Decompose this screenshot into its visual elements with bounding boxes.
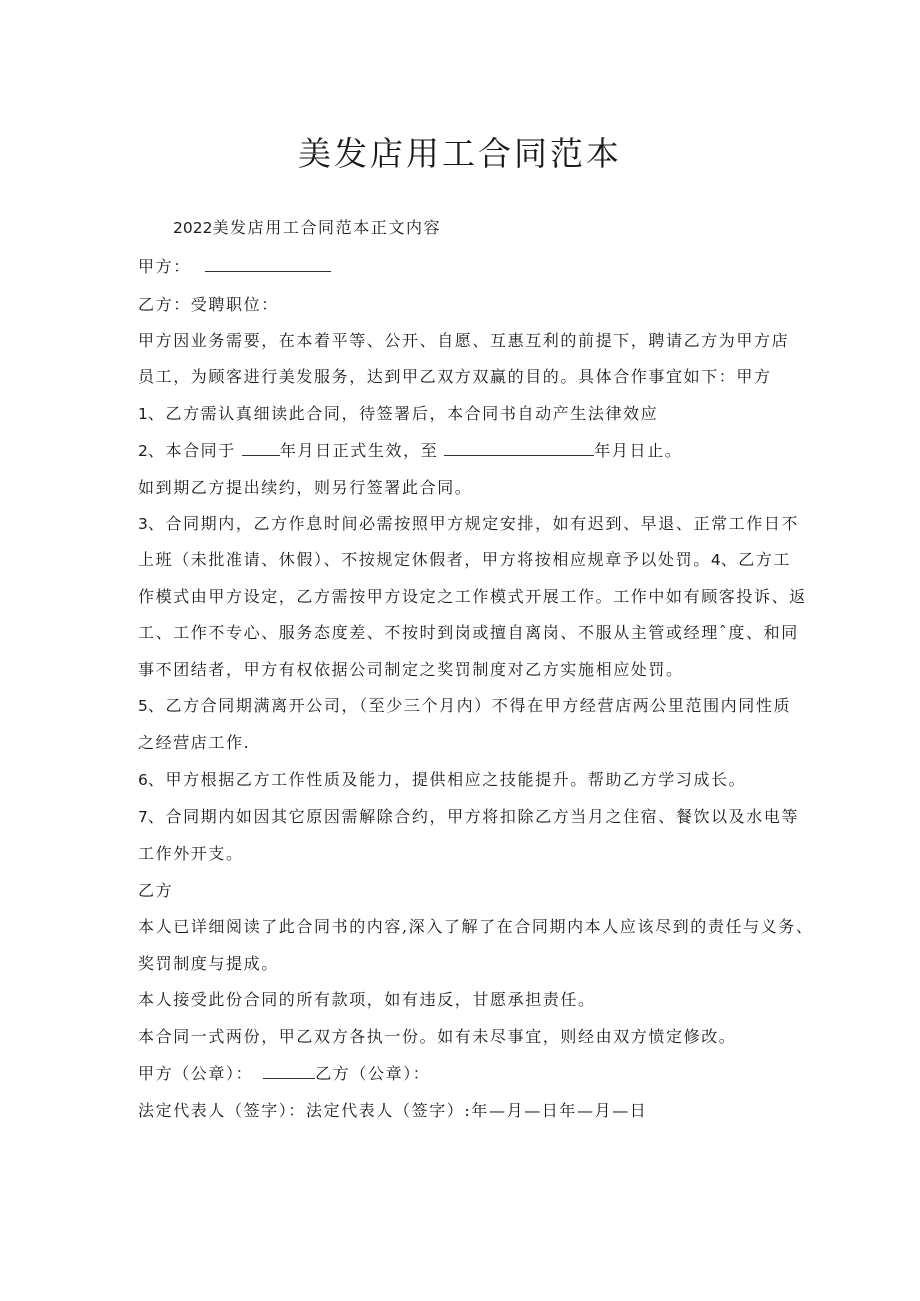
clause-7-line-1: [138, 806, 799, 828]
party-a-line: [138, 256, 331, 278]
clause-3-line-2: [138, 549, 791, 571]
clause-3-text-cont: 上班（未批准请、休假）、不按规定休假者，甲方将按相应规章予以处罚。: [138, 550, 711, 569]
clause-3-text: 、合同期内，乙方作息时间必需按照甲方规定安排，如有迟到、早退、正常工作日不: [147, 514, 800, 533]
subtitle-year: 2022: [173, 219, 213, 237]
statement-line-2: 奖罚制度与提成。: [138, 954, 279, 973]
party-b-heading: 乙方: [138, 881, 174, 900]
clause-7-number: 7: [138, 808, 148, 826]
clause-7-text: 、合同期内如因其它原因需解除合约，甲方将扣除乙方当月之住宿、餐饮以及水电等: [147, 807, 800, 826]
clause-1-text: 、乙方需认真细读此合同，待签署后，本合同书自动产生法律效应: [147, 404, 659, 423]
renewal-line: 如到期乙方提出续约，则另行签署此合同。: [138, 478, 473, 497]
clause-6-number: 6: [138, 771, 148, 789]
clause-2-text-b: 年月日正式生效，至: [279, 441, 439, 460]
seal-a-label: 甲方（公章）：: [138, 1064, 254, 1083]
document-title: 美发店用工合同范本: [298, 134, 622, 173]
clause-2-blank-end: [444, 440, 594, 456]
clause-4-number: 4: [710, 551, 721, 569]
acceptance-line: 本人接受此份合同的所有款项，如有违反，甘愿承担责任。: [138, 990, 596, 1009]
intro-line-2: 员工，为顾客进行美发服务，达到甲乙双方双赢的目的。具体合作事宜如下：甲方: [138, 367, 772, 386]
party-a-blank: [205, 256, 331, 272]
clause-1: [138, 403, 658, 425]
seal-blank: [263, 1063, 315, 1079]
clause-2: [138, 440, 682, 462]
signature-line: 法定代表人（签字）：法定代表人（签字）:年—月—日年—月—日: [138, 1101, 648, 1120]
clause-5-number: 5: [138, 697, 148, 715]
clause-2-text-a: 、本合同于: [147, 441, 236, 460]
seal-line: [138, 1063, 430, 1085]
clause-5-text: 、乙方合同期满离开公司，（至少三个月内）不得在甲方经营店两公里范围内同性质: [147, 696, 792, 715]
clause-2-number: 2: [138, 442, 148, 460]
copies-line: 本合同一式两份，甲乙双方各执一份。如有未尽事宜，则经由双方愤定修改。: [138, 1027, 737, 1046]
clause-2-blank-start: [242, 440, 280, 456]
clause-4-line-2: 工、工作不专心、服务态度差、不按时到岗或擅自离岗、不服从主管或经理ˆ度、和同: [138, 623, 799, 642]
party-a-label: 甲方：: [138, 257, 191, 276]
subtitle-text: 美发店用工合同范本正文内容: [212, 218, 442, 237]
intro-line-1: 甲方因业务需要，在本着平等、公开、自愿、互惠互利的前提下，聘请乙方为甲方店: [138, 331, 790, 350]
clause-7-line-2: 工作外开支。: [138, 844, 244, 863]
clause-6-text: 、甲方根据乙方工作性质及能力，提供相应之技能提升。帮助乙方学习成长。: [147, 770, 747, 789]
clause-3-line-1: [138, 513, 799, 535]
clause-4-line-3: 事不团结者，甲方有权依据公司制定之奖罚制度对乙方实施相应处罚。: [138, 660, 684, 679]
clause-5-line-1: [138, 695, 791, 717]
clause-3-number: 3: [138, 515, 148, 533]
clause-4-text-start: 、乙方工: [720, 550, 792, 569]
document-subtitle: [173, 217, 441, 239]
clause-5-line-2: 之经营店工作.: [138, 733, 251, 752]
seal-b-label: 乙方（公章）：: [315, 1064, 431, 1083]
clause-6: [138, 769, 746, 791]
clause-4-line-1: 作模式由甲方设定，乙方需按甲方设定之工作模式开展工作。工作中如有顾客投诉、返: [138, 587, 807, 606]
statement-line-1: 本人已详细阅读了此合同书的内容,深入了解了在合同期内本人应该尽到的责任与义务、: [138, 917, 814, 936]
clause-2-text-c: 年月日止。: [594, 441, 683, 460]
party-b-label: 乙方：受聘职位：: [138, 295, 279, 314]
clause-1-number: 1: [138, 405, 148, 423]
